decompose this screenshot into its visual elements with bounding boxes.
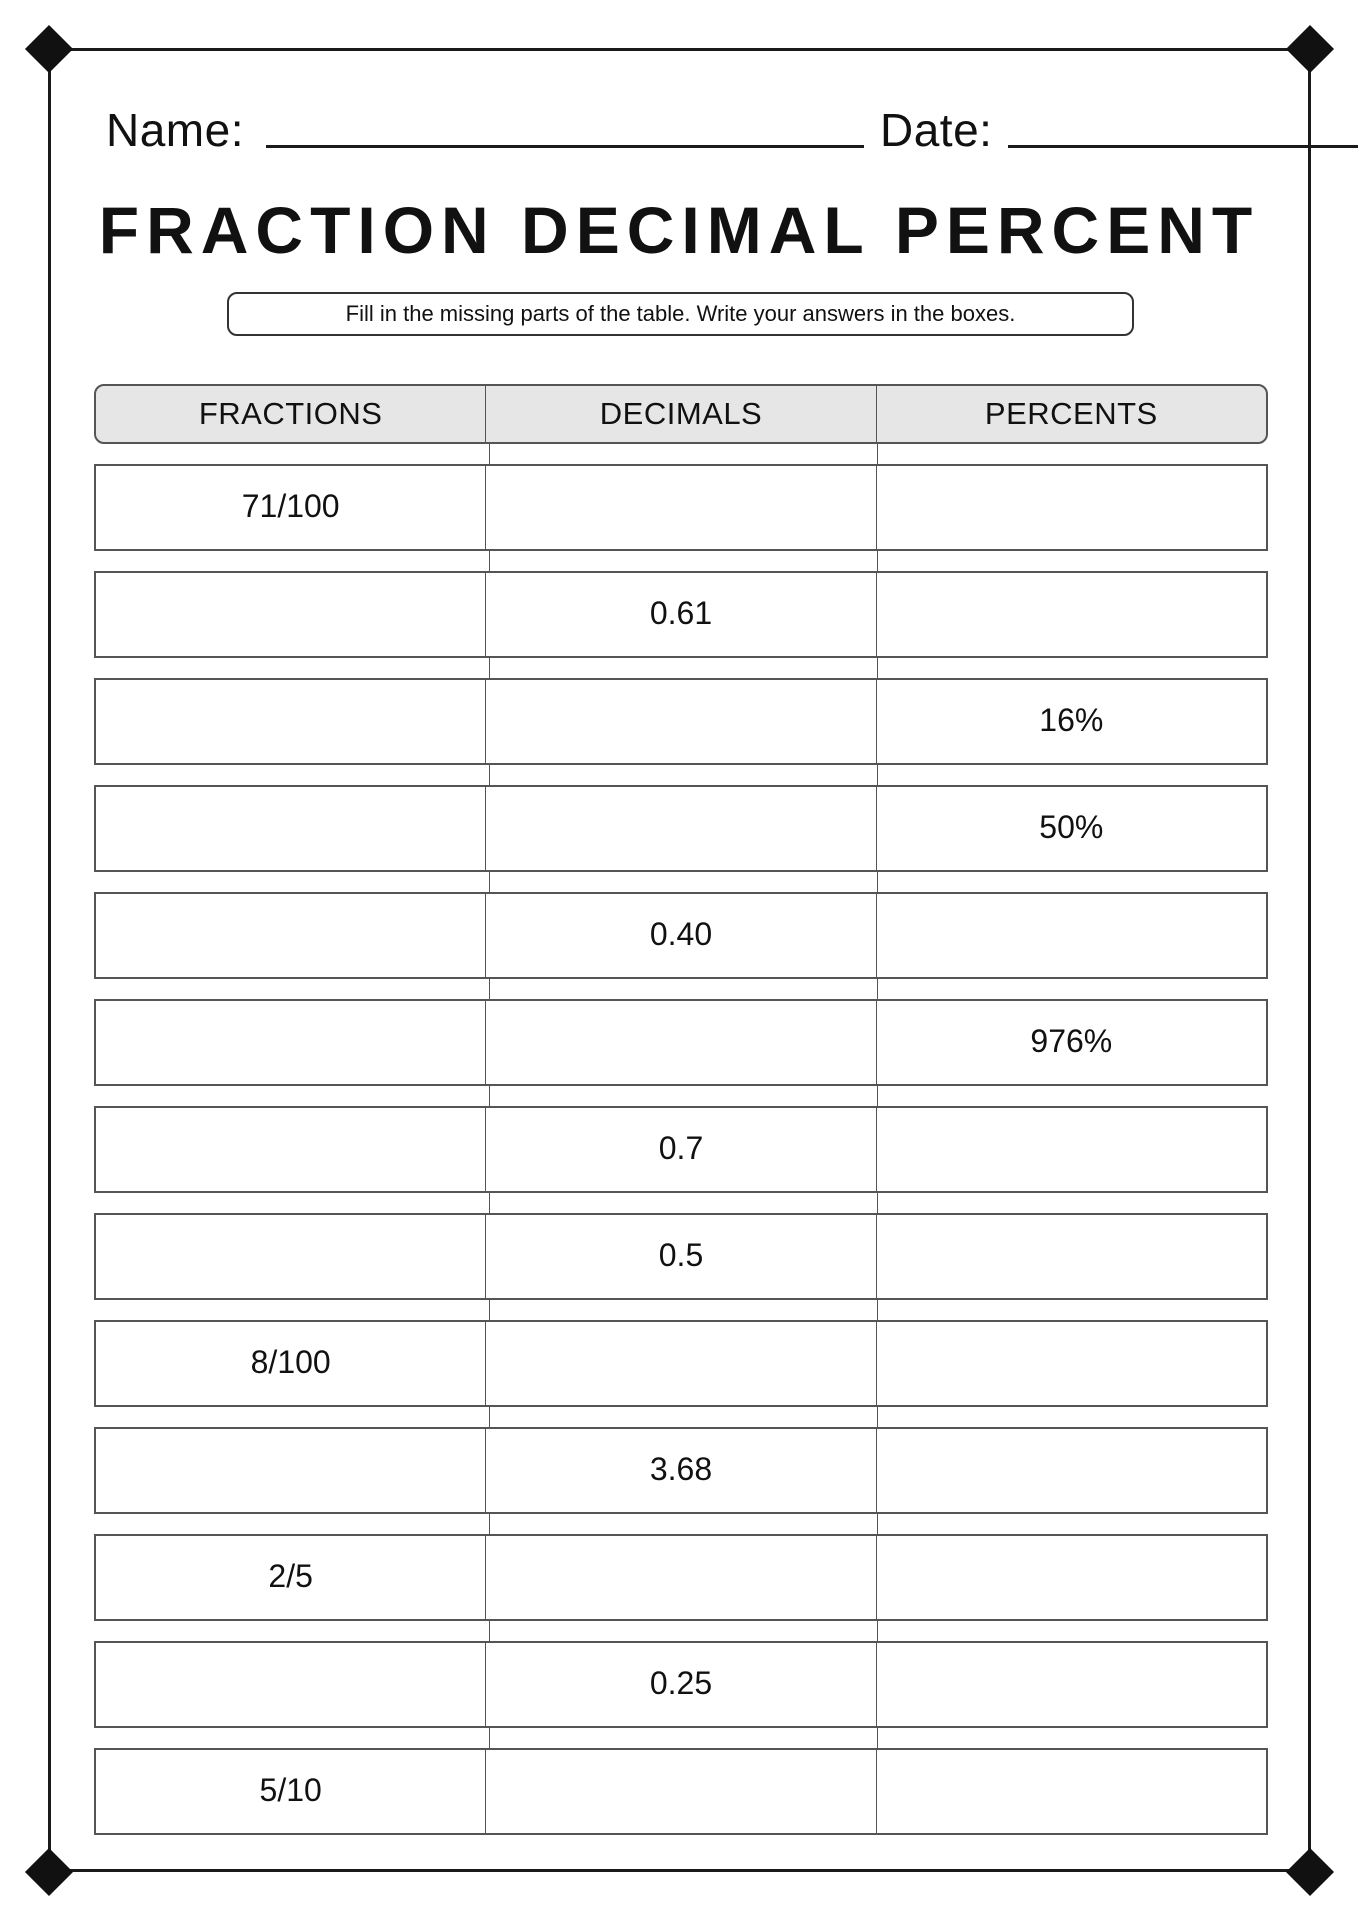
fraction-answer-box[interactable] [96,1001,485,1084]
percent-value-cell: 50% [876,787,1266,870]
table-row [94,1534,1268,1621]
decimal-answer-box[interactable] [485,1750,875,1833]
decimal-answer-box[interactable] [485,1536,875,1619]
table-row [94,785,1268,872]
percent-value-cell: 976% [876,1001,1266,1084]
table-row [94,1641,1268,1728]
fraction-answer-box[interactable] [96,894,485,977]
decimal-answer-box[interactable] [485,1001,875,1084]
decimal-answer-box[interactable] [485,466,875,549]
decimal-answer-box[interactable] [485,1322,875,1405]
column-header-decimals: DECIMALS [485,386,875,442]
name-date-row [106,100,1256,160]
column-header-fractions: FRACTIONS [198,396,383,431]
decimal-value-cell: 0.5 [485,1215,875,1298]
fraction-value-cell: 71/100 [241,488,340,524]
fraction-value-cell: 2/5 [268,1558,313,1594]
table-row [94,571,1268,658]
fraction-answer-box[interactable] [96,1643,485,1726]
decimal-value-cell: 0.40 [485,894,875,977]
percent-answer-box[interactable] [876,1429,1266,1512]
instructions-box: Fill in the missing parts of the table. Write your answers in the boxes. [227,292,1134,336]
percent-answer-box[interactable] [876,1108,1266,1191]
table-row [94,1106,1268,1193]
percent-answer-box[interactable] [876,1215,1266,1298]
percent-answer-box[interactable] [876,573,1266,656]
percent-answer-box[interactable] [876,1750,1266,1833]
name-field[interactable] [266,145,864,148]
name-label: Name: [106,104,244,156]
percent-answer-box[interactable] [876,466,1266,549]
fraction-answer-box[interactable] [96,1215,485,1298]
date-label: Date: [880,104,993,156]
decimal-value-cell: 3.68 [485,1429,875,1512]
table-row [94,1213,1268,1300]
table-row [94,999,1268,1086]
table-row [94,678,1268,765]
percent-answer-box[interactable] [876,1322,1266,1405]
decimal-answer-box[interactable] [485,787,875,870]
table-row [94,1320,1268,1407]
fraction-answer-box[interactable] [96,1429,485,1512]
fraction-answer-box[interactable] [96,1108,485,1191]
percent-answer-box[interactable] [876,1536,1266,1619]
table-row [94,464,1268,551]
table-row [94,1748,1268,1835]
fraction-answer-box[interactable] [96,787,485,870]
worksheet-title: FRACTION DECIMAL PERCENT [98,193,1260,267]
fraction-answer-box[interactable] [96,680,485,763]
fraction-value-cell: 8/100 [250,1344,331,1380]
decimal-value-cell: 0.25 [485,1643,875,1726]
table-row [94,1427,1268,1514]
decimal-value-cell: 0.7 [485,1108,875,1191]
decimal-answer-box[interactable] [485,680,875,763]
answer-table [94,464,1268,1855]
column-header-percents: PERCENTS [876,386,1266,442]
percent-answer-box[interactable] [876,894,1266,977]
percent-value-cell: 16% [876,680,1266,763]
fraction-value-cell: 5/10 [259,1772,322,1808]
date-field[interactable] [1008,145,1358,148]
table-header [94,384,1268,444]
percent-answer-box[interactable] [876,1643,1266,1726]
decimal-value-cell: 0.61 [485,573,875,656]
fraction-answer-box[interactable] [96,573,485,656]
table-row [94,892,1268,979]
